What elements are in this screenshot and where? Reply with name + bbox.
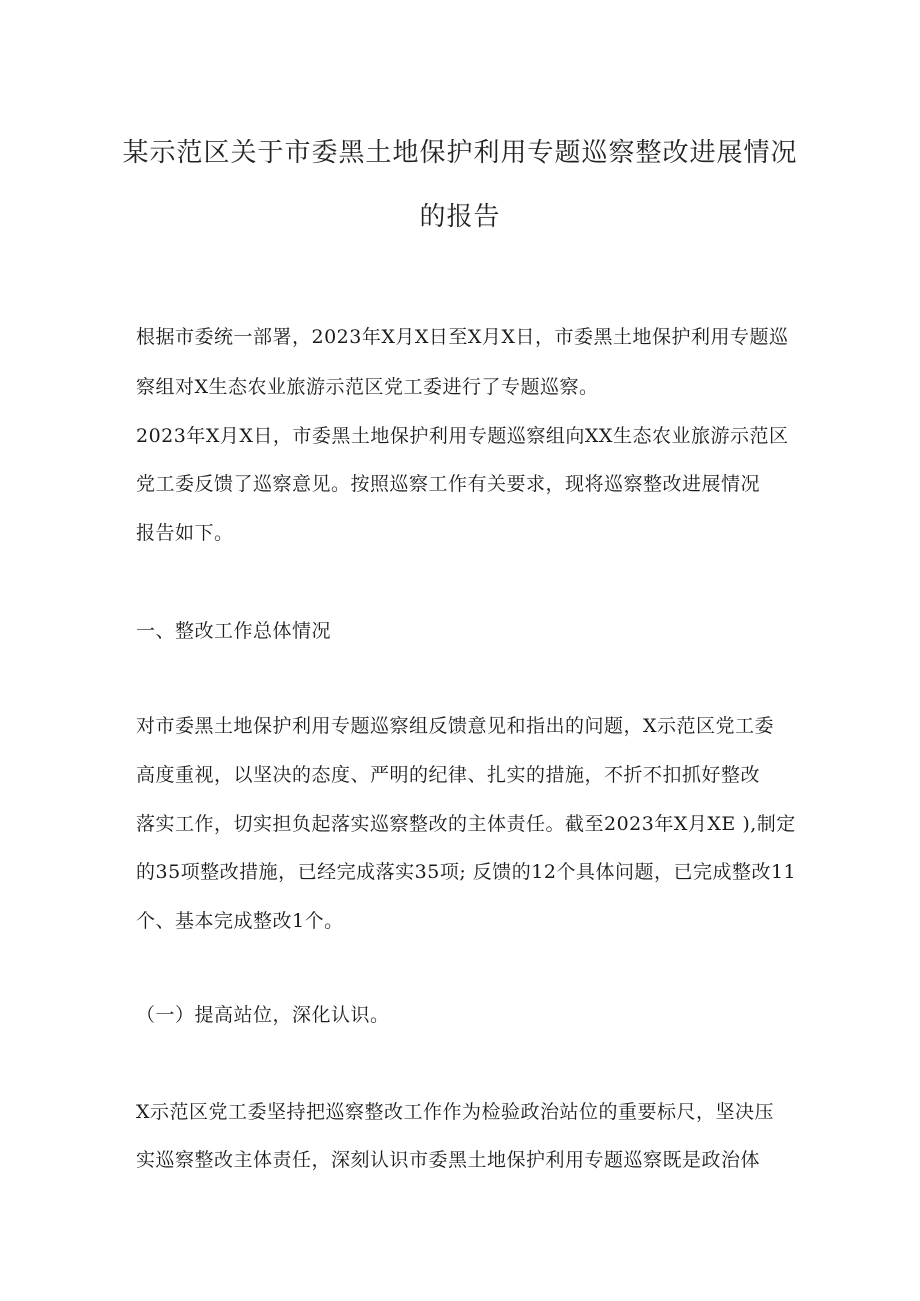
intro-line-4: 党工委反馈了巡察意见。按照巡察工作有关要求，现将巡察整改进展情况 bbox=[136, 473, 761, 495]
document-title-line1: 某示范区关于市委黑土地保护利用专题巡察整改进展情况 bbox=[122, 138, 798, 168]
section1-line-2: 高度重视，以坚决的态度、严明的纪律、扎实的措施，不折不扣抓好整改 bbox=[136, 764, 761, 786]
section1-line-3: 落实工作，切实担负起落实巡察整改的主体责任。截至2023年X月XE ),制定 bbox=[136, 813, 796, 835]
intro-line-3: 2023年X月X日，市委黑土地保护利用专题巡察组向XX生态农业旅游示范区 bbox=[136, 425, 789, 447]
section1-line-4: 的35项整改措施，已经完成落实35项; 反馈的12个具体问题，已完成整改11 bbox=[136, 861, 797, 883]
subsection-heading-1: （一）提高站位，深化认识。 bbox=[136, 1004, 390, 1026]
subsection1-line-2: 实巡察整改主体责任，深刻认识市委黑土地保护利用专题巡察既是政治体 bbox=[136, 1149, 761, 1171]
intro-line-5: 报告如下。 bbox=[136, 522, 234, 544]
section1-line-5: 个、基本完成整改1个。 bbox=[136, 910, 344, 932]
section1-line-1: 对市委黑土地保护利用专题巡察组反馈意见和指出的问题，X示范区党工委 bbox=[136, 715, 775, 737]
document-title-line2: 的报告 bbox=[419, 202, 501, 232]
section-heading-1: 一、整改工作总体情况 bbox=[136, 620, 332, 642]
subsection1-line-1: X示范区党工委坚持把巡察整改工作作为检验政治站位的重要标尺，坚决压 bbox=[136, 1101, 775, 1123]
intro-line-1: 根据市委统一部署，2023年X月X日至X月X日，市委黑土地保护利用专题巡 bbox=[136, 326, 789, 348]
intro-line-2: 察组对X生态农业旅游示范区党工委进行了专题巡察。 bbox=[136, 376, 599, 398]
